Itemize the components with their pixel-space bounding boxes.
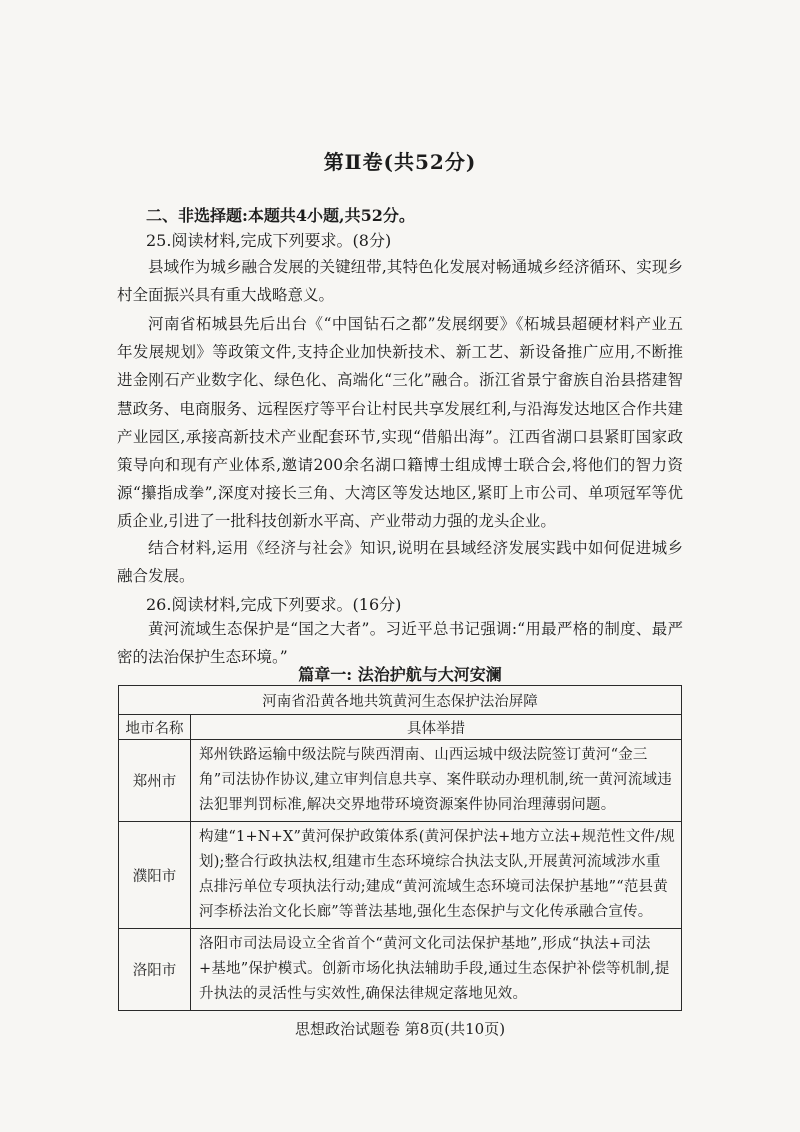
q25-paragraph-3: 结合材料,运用《经济与社会》知识,说明在县域经济发展实践中如何促进城乡融合发展。 [117, 539, 683, 586]
q26-intro: 黄河流域生态保护是“国之大者”。习近平总书记强调:“用最严格的制度、最严密的法治保护生态环境。” [117, 620, 683, 667]
page-footer: 思想政治试题卷 第8页(共10页) [294, 1020, 506, 1038]
city-cell: 郑州市 [119, 740, 191, 822]
column-header-city: 地市名称 [119, 715, 191, 740]
table-row [119, 740, 682, 822]
measures-table [118, 685, 682, 1011]
measure-cell: 郑州铁路运输中级法院与陕西渭南、山西运城中级法院签订黄河“金三角”司法协作协议,建立审判信息共享、案件联动办理机制,统一黄河流域违法犯罪判罚标准,解决交界地带环境资源案件协同治理薄弱问题。 [191, 740, 682, 822]
table-caption: 河南省沿黄各地共筑黄河生态保护法治屏障 [119, 686, 682, 715]
chapter-title: 篇章一: 法治护航与大河安澜 [298, 665, 502, 684]
paper-title: 第Ⅱ卷(共52分) [323, 150, 477, 174]
measure-cell: 洛阳市司法局设立全省首个“黄河文化司法保护基地”,形成“执法+司法+基地”保护模式。创新市场化执法辅助手段,通过生态保护补偿等机制,提升执法的灵活性与实效性,确保法律规定落地见效。 [191, 929, 682, 1011]
measure-cell: 构建“1+N+X”黄河保护政策体系(黄河保护法+地方立法+规范性文件/规划);整合行政执法权,组建市生态环境综合执法支队,开展黄河流域涉水重点排污单位专项执法行动;建成“黄河流域生态环境司法保护基地”“范县黄河李桥法治文化长廊”等普法基地,强化生态保护与文化传承融合宣传。 [191, 822, 682, 929]
column-header-measure: 具体举措 [191, 715, 682, 740]
city-cell: 濮阳市 [119, 822, 191, 929]
city-cell: 洛阳市 [119, 929, 191, 1011]
q25-paragraph-2: 河南省柘城县先后出台《“中国钻石之都”发展纲要》《柘城县超硬材料产业五年发展规划》等政策文件,支持企业加快新技术、新工艺、新设备推广应用,不断推进金刚石产业数字化、绿色化、高端化“三化”融合。浙江省景宁畲族自治县搭建智慧政务、电商服务、远程医疗等平台让村民共享发展红利,与沿海发达地区合作共建产业园区,承接高新技术产业配套环节,实现“借船出海”。江西省湖口县紧盯国家政策导向和现有产业体系,邀请200余名湖口籍博士组成博士联合会,将他们的智力资源“攥指成拳”,深度对接长三角、大湾区等发达地区,紧盯上市公司、单项冠军等优质企业,引进了一批科技创新水平高、产业带动力强的龙头企业。 [117, 315, 683, 531]
table-row [119, 822, 682, 929]
question-26-heading: 26.阅读材料,完成下列要求。(16分) [146, 595, 402, 614]
table-row [119, 929, 682, 1011]
question-25-heading: 25.阅读材料,完成下列要求。(8分) [146, 231, 392, 250]
section-heading: 二、非选择题:本题共4小题,共52分。 [146, 206, 415, 225]
q25-paragraph-1: 县域作为城乡融合发展的关键纽带,其特色化发展对畅通城乡经济循环、实现乡村全面振兴具有重大战略意义。 [117, 258, 683, 305]
